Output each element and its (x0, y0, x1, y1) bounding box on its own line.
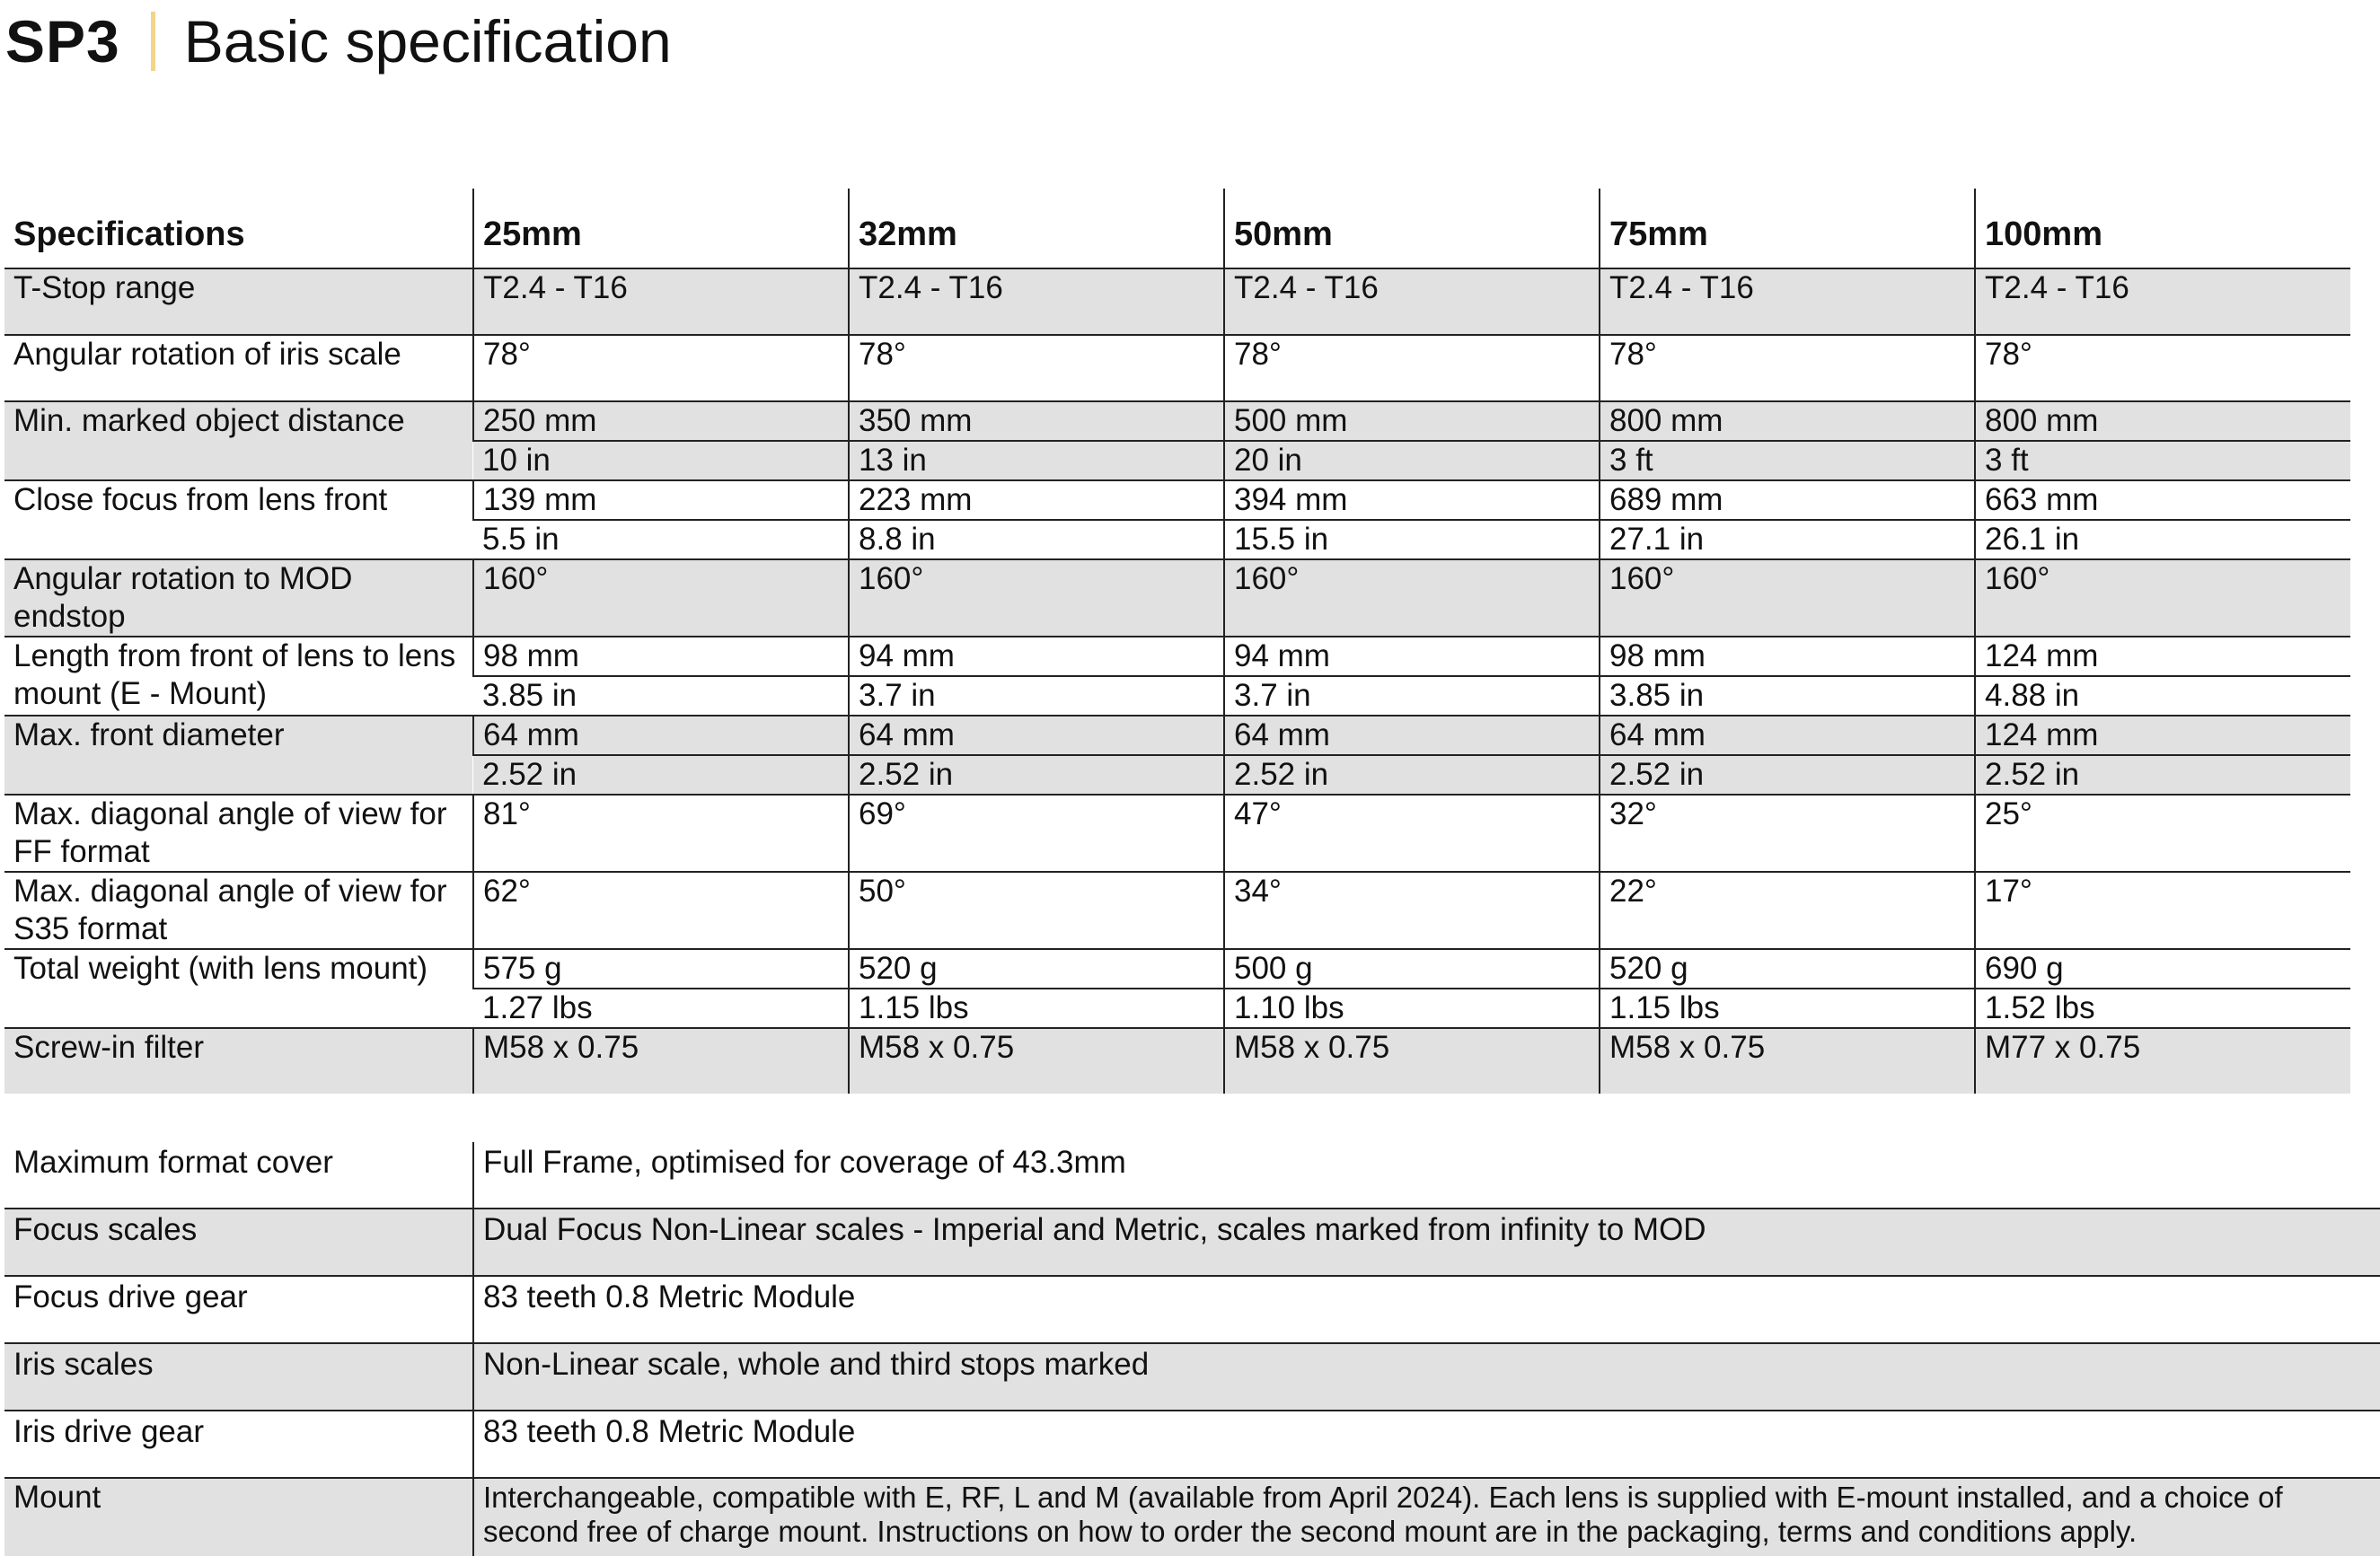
cell-value-imperial: 26.1 in (1975, 520, 2350, 559)
cell-value: 64 mm (1224, 716, 1600, 755)
table-row (4, 268, 2350, 335)
cell-value: 689 mm (1600, 480, 1975, 520)
cell-value: 500 mm (1224, 401, 1600, 441)
cell-value: 64 mm (1600, 716, 1975, 755)
info-value: Interchangeable, compatible with E, RF, L and M (available from April 2024). Each lens is supplied with E-mount installed, and a choice of second free of charge mount. Instructions on how to order the second mount are in the packaging, terms and conditions apply. (473, 1478, 2380, 1556)
table-row (4, 559, 2350, 637)
cell-value-imperial: 1.27 lbs (473, 989, 849, 1028)
cell-value: T2.4 - T16 (1224, 268, 1600, 335)
cell-value: 78° (849, 335, 1224, 401)
cell-value: 32° (1600, 795, 1975, 872)
cell-value: 62° (473, 872, 849, 949)
cell-value-imperial: 3.7 in (1224, 676, 1600, 716)
cell-value: 124 mm (1975, 637, 2350, 676)
cell-value: 98 mm (473, 637, 849, 676)
cell-value-imperial: 15.5 in (1224, 520, 1600, 559)
general-info-rows (4, 1142, 2380, 1556)
cell-value: 98 mm (1600, 637, 1975, 676)
cell-value-imperial: 8.8 in (849, 520, 1224, 559)
cell-value: 17° (1975, 872, 2350, 949)
cell-value: M58 x 0.75 (849, 1028, 1224, 1094)
info-row (4, 1142, 2380, 1209)
table-row (4, 637, 2350, 676)
cell-value: 47° (1224, 795, 1600, 872)
column-header: Specifications (4, 189, 473, 268)
cell-value: T2.4 - T16 (1975, 268, 2350, 335)
cell-value: 690 g (1975, 949, 2350, 989)
cell-value: T2.4 - T16 (849, 268, 1224, 335)
cell-value-imperial: 2.52 in (1975, 755, 2350, 795)
cell-value: 394 mm (1224, 480, 1600, 520)
cell-value-imperial: 5.5 in (473, 520, 849, 559)
cell-value: 160° (849, 559, 1224, 637)
row-label: Length from front of lens to lens mount (E - Mount) (4, 637, 473, 716)
cell-value-imperial: 4.88 in (1975, 676, 2350, 716)
cell-value: 81° (473, 795, 849, 872)
info-value: Full Frame, optimised for coverage of 43.3mm (473, 1142, 2380, 1209)
cell-value: M58 x 0.75 (1224, 1028, 1600, 1094)
cell-value: 94 mm (1224, 637, 1600, 676)
cell-value-imperial: 2.52 in (473, 755, 849, 795)
row-label: Angular rotation of iris scale (4, 335, 473, 401)
table-row (4, 1028, 2350, 1094)
cell-value-imperial: 2.52 in (849, 755, 1224, 795)
cell-value-imperial: 1.15 lbs (849, 989, 1224, 1028)
info-label: Maximum format cover (4, 1142, 473, 1209)
info-label: Iris drive gear (4, 1411, 473, 1478)
cell-value: 64 mm (849, 716, 1224, 755)
row-label: Screw-in filter (4, 1028, 473, 1094)
info-value: Non-Linear scale, whole and third stops marked (473, 1343, 2380, 1411)
cell-value: 78° (1975, 335, 2350, 401)
cell-value: 663 mm (1975, 480, 2350, 520)
cell-value: 500 g (1224, 949, 1600, 989)
cell-value-imperial: 20 in (1224, 441, 1600, 480)
cell-value: 160° (1600, 559, 1975, 637)
cell-value: T2.4 - T16 (473, 268, 849, 335)
table-row (4, 795, 2350, 872)
table-row (4, 872, 2350, 949)
cell-value: 250 mm (473, 401, 849, 441)
row-label: Max. front diameter (4, 716, 473, 795)
info-label: Focus drive gear (4, 1276, 473, 1343)
cell-value: 160° (473, 559, 849, 637)
info-label: Iris scales (4, 1343, 473, 1411)
row-label: Max. diagonal angle of view for FF format (4, 795, 473, 872)
specification-table (4, 189, 2350, 1094)
cell-value-imperial: 3 ft (1975, 441, 2350, 480)
info-row (4, 1276, 2380, 1343)
cell-value: 350 mm (849, 401, 1224, 441)
row-label: Max. diagonal angle of view for S35 format (4, 872, 473, 949)
cell-value: 520 g (1600, 949, 1975, 989)
cell-value: 69° (849, 795, 1224, 872)
info-value: 83 teeth 0.8 Metric Module (473, 1276, 2380, 1343)
cell-value-imperial: 2.52 in (1600, 755, 1975, 795)
cell-value: 160° (1975, 559, 2350, 637)
specification-rows (4, 268, 2350, 1094)
model-name: SP3 (5, 8, 120, 75)
cell-value: M58 x 0.75 (1600, 1028, 1975, 1094)
section-title: Basic specification (183, 8, 672, 75)
table-row (4, 949, 2350, 989)
row-label: Angular rotation to MOD endstop (4, 559, 473, 637)
cell-value: 78° (1600, 335, 1975, 401)
info-label: Mount (4, 1478, 473, 1556)
page-title (5, 5, 672, 77)
cell-value: 25° (1975, 795, 2350, 872)
row-label: Min. marked object distance (4, 401, 473, 480)
info-value: Dual Focus Non-Linear scales - Imperial and Metric, scales marked from infinity to MOD (473, 1209, 2380, 1276)
cell-value-imperial: 1.52 lbs (1975, 989, 2350, 1028)
cell-value: 139 mm (473, 480, 849, 520)
info-row (4, 1209, 2380, 1276)
table-row (4, 480, 2350, 520)
cell-value: 160° (1224, 559, 1600, 637)
cell-value-imperial: 13 in (849, 441, 1224, 480)
info-row (4, 1411, 2380, 1478)
table-header-row (4, 189, 2350, 268)
cell-value: 50° (849, 872, 1224, 949)
general-info-table (4, 1142, 2380, 1556)
table-row (4, 401, 2350, 441)
cell-value: 22° (1600, 872, 1975, 949)
column-header: 100mm (1975, 189, 2350, 268)
row-label: Total weight (with lens mount) (4, 949, 473, 1028)
cell-value: 78° (473, 335, 849, 401)
row-label: T-Stop range (4, 268, 473, 335)
cell-value-imperial: 1.10 lbs (1224, 989, 1600, 1028)
cell-value-imperial: 3.85 in (473, 676, 849, 716)
cell-value: 78° (1224, 335, 1600, 401)
column-header: 32mm (849, 189, 1224, 268)
cell-value: 34° (1224, 872, 1600, 949)
cell-value-imperial: 3.7 in (849, 676, 1224, 716)
cell-value-imperial: 1.15 lbs (1600, 989, 1975, 1028)
title-divider (151, 12, 155, 71)
cell-value: 94 mm (849, 637, 1224, 676)
cell-value: 124 mm (1975, 716, 2350, 755)
cell-value-imperial: 2.52 in (1224, 755, 1600, 795)
info-row (4, 1478, 2380, 1556)
column-header: 50mm (1224, 189, 1600, 268)
table-row (4, 335, 2350, 401)
cell-value: M58 x 0.75 (473, 1028, 849, 1094)
cell-value: 223 mm (849, 480, 1224, 520)
cell-value: 575 g (473, 949, 849, 989)
cell-value: 800 mm (1600, 401, 1975, 441)
cell-value-imperial: 3.85 in (1600, 676, 1975, 716)
table-row (4, 716, 2350, 755)
column-header: 75mm (1600, 189, 1975, 268)
row-label: Close focus from lens front (4, 480, 473, 559)
column-header: 25mm (473, 189, 849, 268)
cell-value-imperial: 27.1 in (1600, 520, 1975, 559)
info-row (4, 1343, 2380, 1411)
cell-value: 520 g (849, 949, 1224, 989)
cell-value-imperial: 3 ft (1600, 441, 1975, 480)
info-value: 83 teeth 0.8 Metric Module (473, 1411, 2380, 1478)
cell-value: 64 mm (473, 716, 849, 755)
cell-value: 800 mm (1975, 401, 2350, 441)
cell-value: T2.4 - T16 (1600, 268, 1975, 335)
cell-value: M77 x 0.75 (1975, 1028, 2350, 1094)
info-label: Focus scales (4, 1209, 473, 1276)
cell-value-imperial: 10 in (473, 441, 849, 480)
